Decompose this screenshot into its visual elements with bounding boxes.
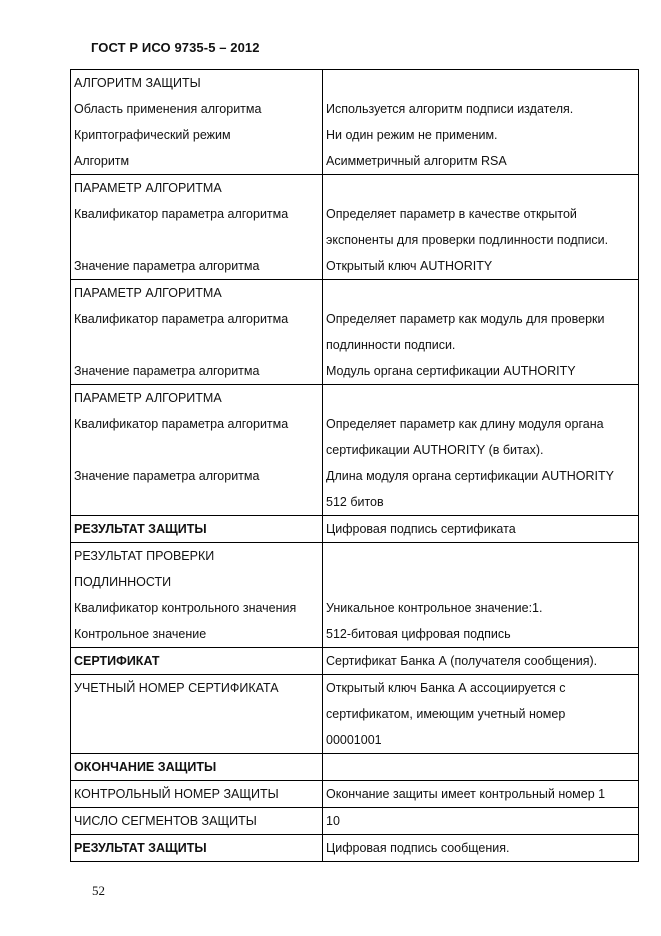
- blank-line: [323, 70, 638, 96]
- segment-title: ПАРАМЕТР АЛГОРИТМА: [74, 286, 222, 300]
- description-cell: [323, 675, 639, 754]
- segment-title: ПОДЛИННОСТИ: [74, 575, 172, 589]
- table-row: [71, 808, 639, 835]
- segment-cell: [71, 675, 323, 754]
- description-line: Цифровая подпись сообщения.: [326, 841, 510, 855]
- table-row: [71, 754, 639, 781]
- element-label: Значение параметра алгоритма: [74, 469, 260, 483]
- description-line: Определяет параметр как длину модуля органа: [326, 417, 604, 431]
- segment-title: РЕЗУЛЬТАТ ЗАЩИТЫ: [74, 522, 207, 536]
- table-row: [71, 175, 639, 280]
- table-row: [71, 543, 639, 648]
- table-row: [71, 385, 639, 516]
- element-label: Область применения алгоритма: [74, 102, 262, 116]
- document-header: ГОСТ Р ИСО 9735-5 – 2012: [91, 40, 260, 55]
- segment-cell: [71, 70, 323, 175]
- segment-title: УЧЕТНЫЙ НОМЕР СЕРТИФИКАТА: [74, 681, 279, 695]
- segment-cell: [71, 516, 323, 543]
- element-label: Контрольное значение: [74, 627, 207, 641]
- segment-title: РЕЗУЛЬТАТ ПРОВЕРКИ: [74, 549, 215, 563]
- segment-cell: [71, 543, 323, 648]
- description-line: 512-битовая цифровая подпись: [326, 627, 511, 641]
- description-line: Сертификат Банка А (получателя сообщения).: [326, 654, 598, 668]
- description-cell: [323, 808, 639, 835]
- segment-cell: [71, 280, 323, 385]
- element-label: Квалификатор параметра алгоритма: [74, 312, 289, 326]
- element-label: Квалификатор параметра алгоритма: [74, 207, 289, 221]
- description-cell: [323, 280, 639, 385]
- segment-title: ПАРАМЕТР АЛГОРИТМА: [74, 391, 222, 405]
- description-line: 512 битов: [326, 495, 384, 509]
- blank-line: [323, 280, 638, 306]
- table-row: [71, 648, 639, 675]
- segment-title: ЧИСЛО СЕГМЕНТОВ ЗАЩИТЫ: [74, 814, 257, 828]
- table-row: [71, 675, 639, 754]
- blank-line: [71, 227, 322, 253]
- description-line: Открытый ключ AUTHORITY: [326, 259, 493, 273]
- blank-line: [323, 569, 638, 595]
- description-line: Длина модуля органа сертификации AUTHORITY: [326, 469, 614, 483]
- description-line: Определяет параметр как модуль для проверки: [326, 312, 605, 326]
- description-line: 10: [326, 814, 340, 828]
- table-row: [71, 781, 639, 808]
- description-cell: [323, 648, 639, 675]
- table-row: [71, 70, 639, 175]
- segment-cell: [71, 808, 323, 835]
- page-number: 52: [92, 883, 105, 898]
- description-cell: [323, 781, 639, 808]
- description-cell: [323, 754, 639, 781]
- blank-line: [323, 175, 638, 201]
- segment-title: СЕРТИФИКАТ: [74, 654, 160, 668]
- element-label: Значение параметра алгоритма: [74, 364, 260, 378]
- description-line: Уникальное контрольное значение:1.: [326, 601, 543, 615]
- description-line: подлинности подписи.: [326, 338, 456, 352]
- description-line: сертификатом, имеющим учетный номер: [326, 707, 566, 721]
- segment-cell: [71, 835, 323, 862]
- description-cell: [323, 70, 639, 175]
- segment-cell: [71, 175, 323, 280]
- segment-cell: [71, 781, 323, 808]
- element-label: Алгоритм: [74, 154, 130, 168]
- description-cell: [323, 543, 639, 648]
- description-line: 00001001: [326, 733, 382, 747]
- table-row: [71, 835, 639, 862]
- element-label: Криптографический режим: [74, 128, 231, 142]
- segment-title: ПАРАМЕТР АЛГОРИТМА: [74, 181, 222, 195]
- table-row: [71, 280, 639, 385]
- segment-cell: [71, 754, 323, 781]
- table-row: [71, 516, 639, 543]
- description-line: Цифровая подпись сертификата: [326, 522, 516, 536]
- description-line: Модуль органа сертификации AUTHORITY: [326, 364, 576, 378]
- segment-title: РЕЗУЛЬТАТ ЗАЩИТЫ: [74, 841, 207, 855]
- element-label: Значение параметра алгоритма: [74, 259, 260, 273]
- blank-line: [323, 754, 638, 780]
- description-line: Окончание защиты имеет контрольный номер 1: [326, 787, 606, 801]
- description-line: экспоненты для проверки подлинности подписи.: [326, 233, 609, 247]
- description-cell: [323, 516, 639, 543]
- description-cell: [323, 175, 639, 280]
- segment-title: АЛГОРИТМ ЗАЩИТЫ: [74, 76, 201, 90]
- blank-line: [323, 543, 638, 569]
- element-label: Квалификатор контрольного значения: [74, 601, 297, 615]
- description-line: сертификации AUTHORITY (в битах).: [326, 443, 544, 457]
- description-cell: [323, 835, 639, 862]
- blank-line: [323, 385, 638, 411]
- security-segments-table: [70, 69, 639, 862]
- description-line: Ни один режим не применим.: [326, 128, 498, 142]
- segment-cell: [71, 648, 323, 675]
- segment-title: КОНТРОЛЬНЫЙ НОМЕР ЗАЩИТЫ: [74, 787, 279, 801]
- description-line: Используется алгоритм подписи издателя.: [326, 102, 574, 116]
- element-label: Квалификатор параметра алгоритма: [74, 417, 289, 431]
- description-line: Асимметричный алгоритм RSA: [326, 154, 507, 168]
- blank-line: [71, 437, 322, 463]
- description-cell: [323, 385, 639, 516]
- blank-line: [71, 332, 322, 358]
- description-line: Определяет параметр в качестве открытой: [326, 207, 577, 221]
- segment-cell: [71, 385, 323, 516]
- description-line: Открытый ключ Банка А ассоциируется с: [326, 681, 566, 695]
- segment-title: ОКОНЧАНИЕ ЗАЩИТЫ: [74, 760, 217, 774]
